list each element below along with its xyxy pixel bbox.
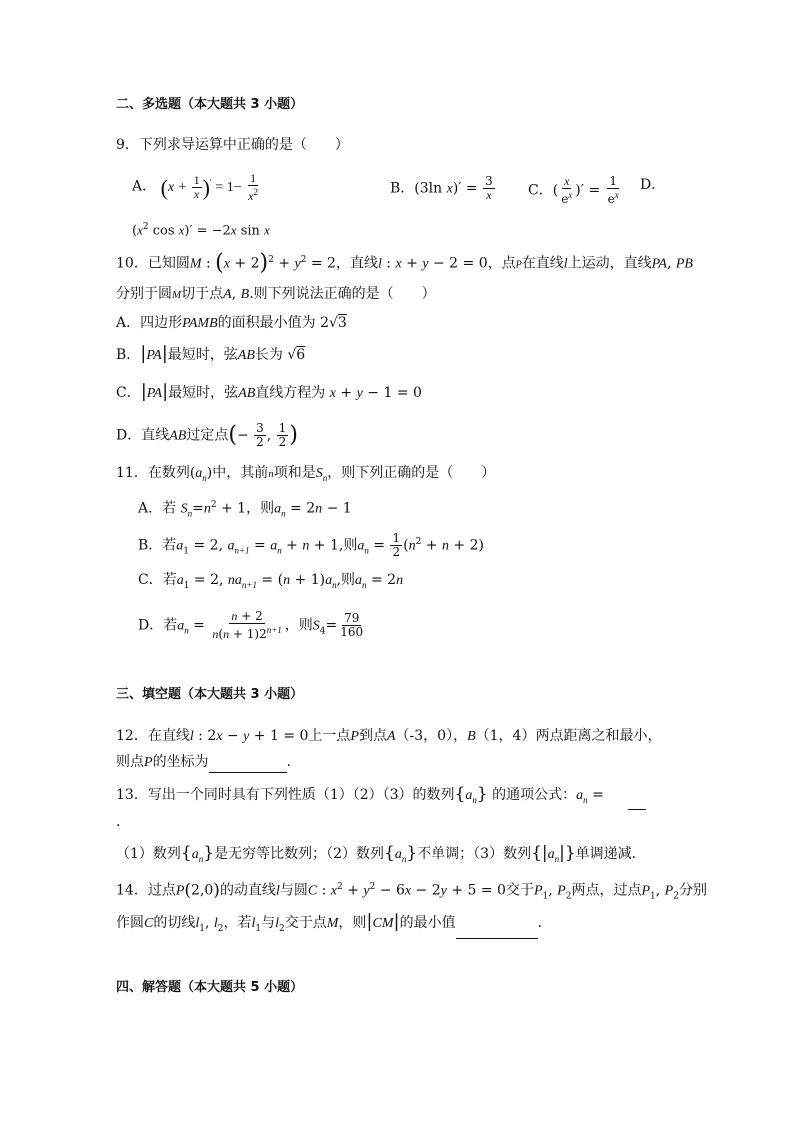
question-9-option-b: B．(3ln x)′ = $\frac{3}{x}$ bbox=[390, 174, 493, 202]
answer-blank[interactable] bbox=[456, 922, 538, 939]
question-10-option-d: D．直线AB过定点(− $\frac{3}{2}$ , $\frac{1}{2}$ ) bbox=[116, 421, 298, 449]
section-heading-multiple-choice: 二、多选题（本大题共 3 小题） bbox=[116, 97, 304, 112]
question-9-stem: 9．下列求导运算中正确的是（ ） bbox=[116, 137, 349, 153]
question-10-line-2: 分别于圆M切于点A, B.则下列说法正确的是（ ） bbox=[116, 286, 436, 302]
question-10-option-c: C．|PA|最短时，弦AB直线方程为 x + y − 1 = 0 bbox=[116, 381, 422, 402]
answer-blank[interactable] bbox=[628, 793, 646, 810]
question-12-line-1: 12．在直线l : 2x − y + 1 = 0上一点P到点A（-3，0），B（1，4）两点距离之和最小， bbox=[116, 728, 662, 744]
question-12-line-2: 则点P的坐标为 . bbox=[116, 752, 291, 773]
question-13-line-1: 13．写出一个同时具有下列性质（1）（2）（3）的数列$\{a_n\}$ 的通项公式：$a_n$ = bbox=[116, 784, 646, 810]
question-9-option-c: C．( $\frac{x}{e^x}$ )′ = $\frac{1}{e^x}$ bbox=[528, 174, 619, 206]
question-10-option-a: A．四边形PAMB的面积最小值为 2√3 bbox=[116, 315, 347, 331]
question-9-option-a: A． (x + $\frac{1}{x}$ )′ = 1− $\frac{1}{x^2}$ bbox=[132, 171, 258, 203]
question-14-line-1: 14．过点P(2,0)的动直线l与圆C : $x^2 + y^2 - 6x - 2y + 5 = 0$交于$P_1$, $P_2$两点，过点$P_1$, $P_2$分别 bbox=[116, 880, 707, 902]
answer-blank[interactable] bbox=[209, 756, 287, 773]
question-11-option-b: B．若$a_1 = 2$, $a_{n+1} = a_n + n + 1$,则$a_n$ = $\frac{1}{2}$ $(n^2 + n + 2)$ bbox=[138, 531, 484, 560]
question-10-line-1: 10．已知圆M : $(x + 2)^2 + y^2 = 2$，直线l : x + y − 2 = 0，点P在直线l上运动，直线PA, PB bbox=[116, 250, 693, 276]
question-9-option-d-formula: ($x^2$ cos x)′ = −2x sin x bbox=[132, 222, 270, 239]
question-11-option-c: C．若$a_1 = 2$, $na_{n+1} = (n + 1)a_n$,则$a_n = 2n$ bbox=[138, 572, 404, 591]
question-11-option-a: A．若 $S_n=n^2 + 1$，则$a_n = 2n - 1$ bbox=[138, 500, 352, 519]
question-10-option-b: B．|PA|最短时，弦AB长为 √6 bbox=[116, 343, 306, 364]
question-13-line-2: . bbox=[116, 814, 121, 830]
section-heading-solutions: 四、解答题（本大题共 5 小题） bbox=[116, 980, 304, 995]
question-11-stem: 11．在数列$(a_n)$中，其前n项和是$S_n$，则下列正确的是（ ） bbox=[116, 465, 496, 483]
question-9-option-d: D． bbox=[640, 177, 666, 193]
question-11-option-d: D．若$a_n$ = $\frac{n + 2}{n(n + 1)2^{n+1}}$ ，则$S_4=$ $\frac{79}{160}$ bbox=[138, 609, 364, 641]
question-13-line-3: （1）数列$\{a_n\}$是无穷等比数列；（2）数列$\{a_n\}$不单调；（3）数列$\{|a_n|\}$单调递减． bbox=[116, 843, 646, 864]
section-heading-fill-in: 三、填空题（本大题共 3 小题） bbox=[116, 687, 304, 702]
question-14-line-2: 作圆C的切线$l_1$, $l_2$，若$l_1$与$l_2$交于点M，则|CM|的最小值 ． bbox=[116, 912, 552, 939]
